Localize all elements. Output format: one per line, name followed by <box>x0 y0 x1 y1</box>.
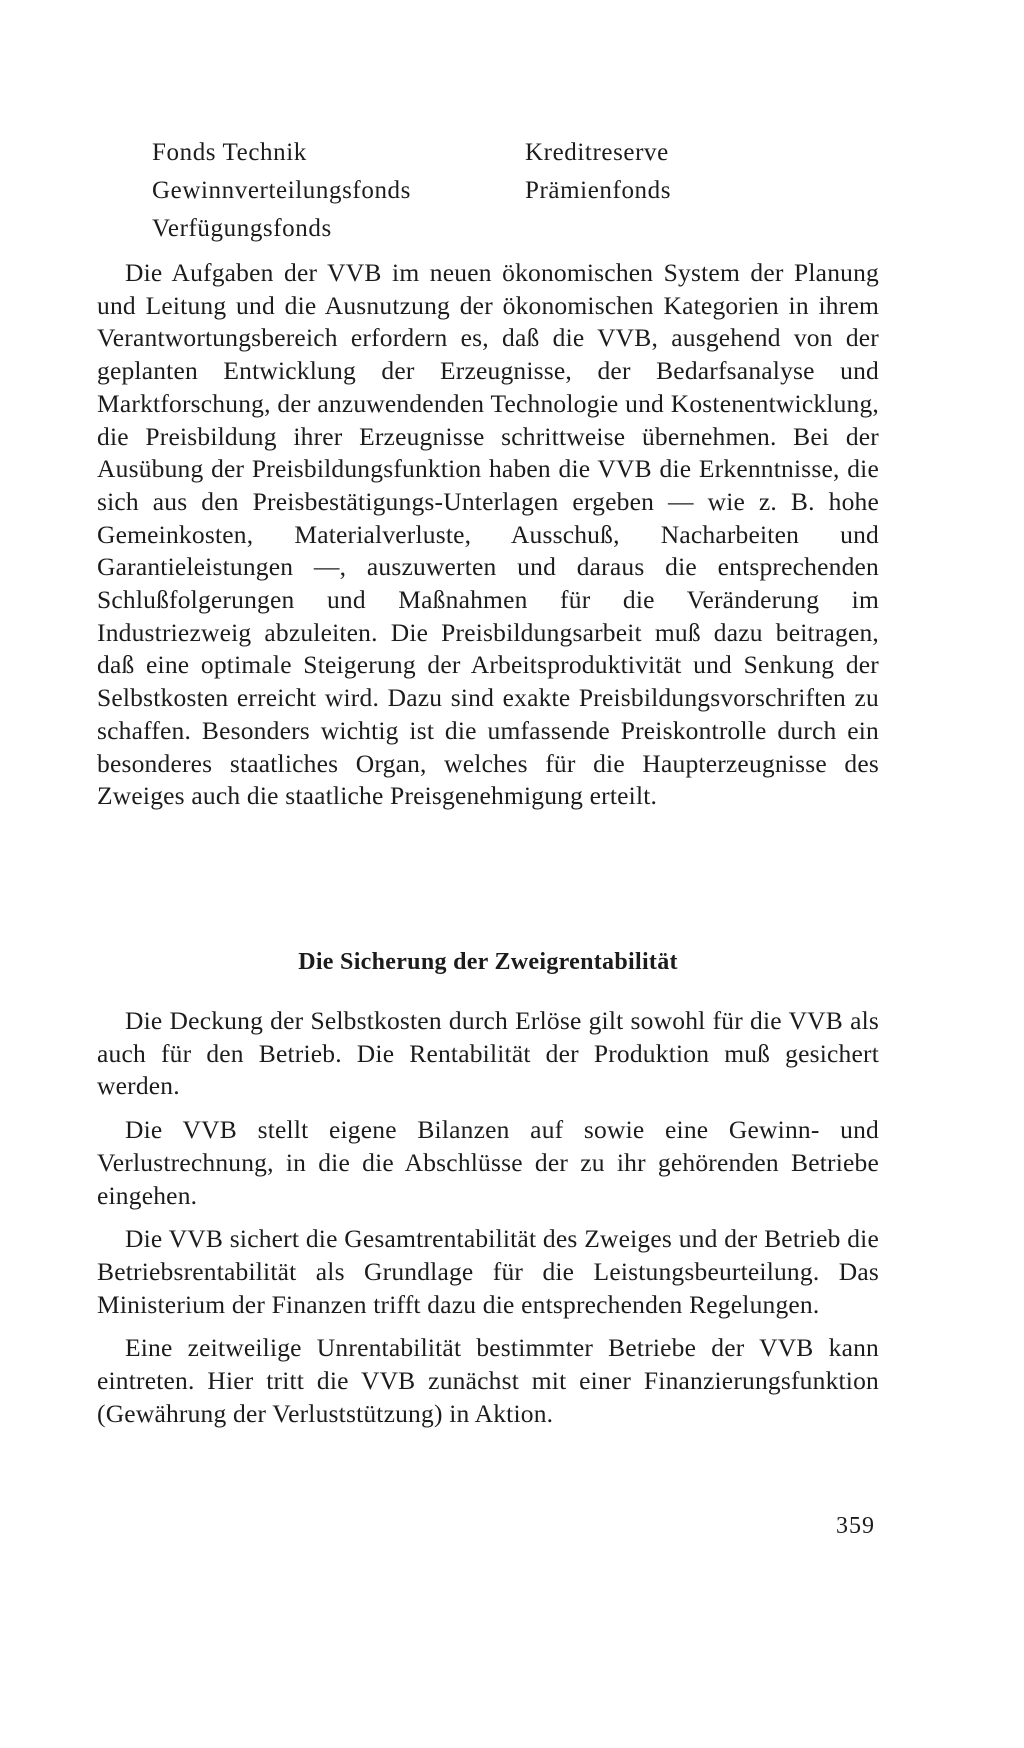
fund-item: Gewinnverteilungsfonds <box>152 177 411 204</box>
fund-item: Prämienfonds <box>525 177 672 204</box>
paragraph: Die Deckung der Selbstkosten durch Erlöse gilt sowohl für die VVB als auch für den Betrieb. Die Rentabilität der Produktion muß gesichert werden. <box>97 1006 879 1101</box>
paragraph: Die VVB sichert die Gesamtrentabilität des Zweiges und der Betrieb die Betriebsrentabilität als Grundlage für die Leistungsbeurteilung. Das Ministerium der Finanzen trifft dazu die entsprechenden Regelungen. <box>97 1224 879 1319</box>
fund-item: Verfügungsfonds <box>152 215 332 242</box>
fund-row <box>152 172 732 210</box>
fund-item: Kreditreserve <box>525 139 669 166</box>
fund-row <box>152 210 732 248</box>
fund-list <box>152 134 732 248</box>
body-text-section-1 <box>97 257 879 824</box>
page-number: 359 <box>836 1513 875 1539</box>
paragraph: Die VVB stellt eigene Bilanzen auf sowie eine Gewinn- und Verlustrechnung, in die die Abschlüsse der zu ihr gehörenden Betriebe eingehen. <box>97 1115 879 1210</box>
paragraph: Eine zeitweilige Unrentabilität bestimmter Betriebe der VVB kann eintreten. Hier tritt die VVB zunächst mit einer Finanzierungsfunktion (Gewährung der Verluststützung) in Aktion. <box>97 1333 879 1428</box>
paragraph: Die Aufgaben der VVB im neuen ökonomischen System der Planung und Leitung und die Ausnutzung der ökonomischen Kategorien in ihrem Verantwortungsbereich erfordern es, daß die VVB, ausgehend von der geplanten Entwicklung der Erzeugnisse, der Bedarfsanalyse und Marktforschung, der anzuwendenden Technologie und Kostenentwicklung, die Preisbildung ihrer Erzeugnisse schrittweise übernehmen. Bei der Ausübung der Preisbildungsfunktion haben die VVB die Erkenntnisse, die sich aus den Preisbestätigungs-Unterlagen ergeben — wie z. B. hohe Gemeinkosten, Materialverluste, Ausschuß, Nacharbeiten und Garantieleistungen —, auszuwerten und daraus die entsprechenden Schlußfolgerungen und Maßnahmen für die Veränderung im Industriezweig abzuleiten. Die Preisbildungsarbeit muß dazu beitragen, daß eine optimale Steigerung der Arbeitsproduktivität und Senkung der Selbstkosten erreicht wird. Dazu sind exakte Preisbildungsvorschriften zu schaffen. Besonders wichtig ist die umfassende Preiskontrolle durch ein besonderes staatliches Organ, welches für die Haupterzeugnisse des Zweiges auch die staatliche Preisgenehmigung erteilt. <box>97 258 879 811</box>
section-heading: Die Sicherung der Zweigrentabilität <box>298 949 678 975</box>
fund-row <box>152 134 732 172</box>
fund-item: Fonds Technik <box>152 139 307 166</box>
body-text-section-2 <box>97 1005 879 1441</box>
